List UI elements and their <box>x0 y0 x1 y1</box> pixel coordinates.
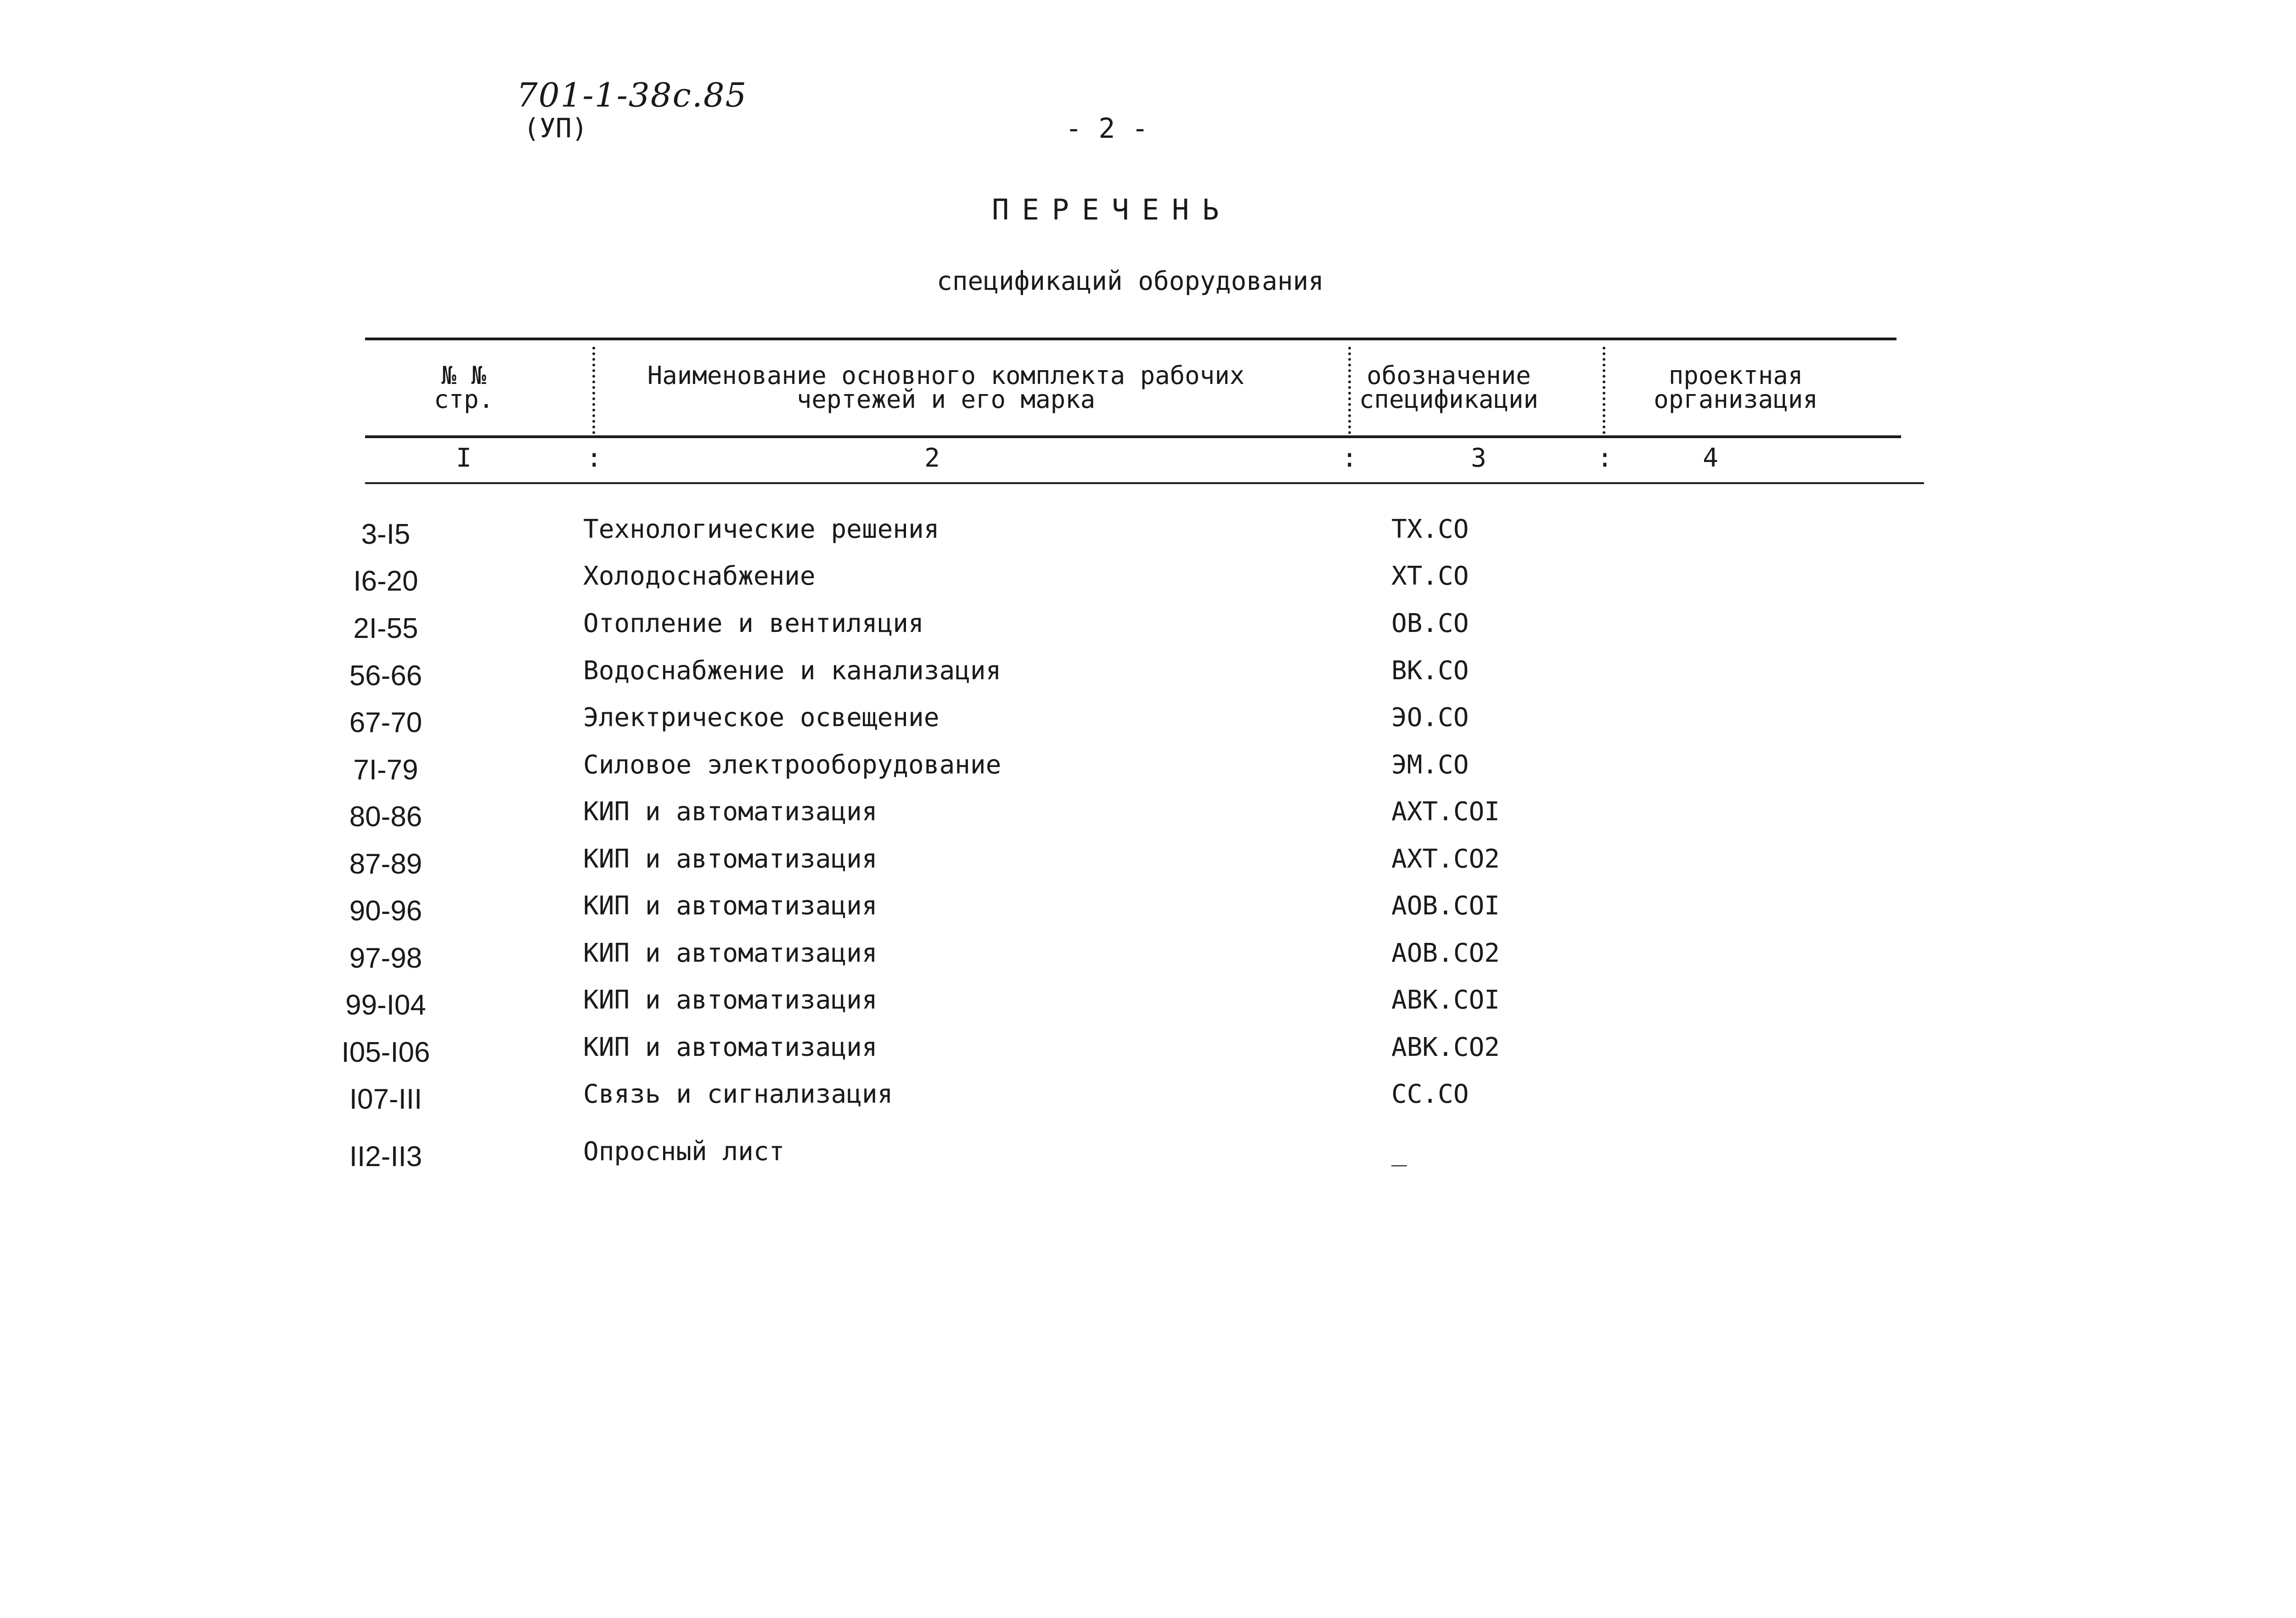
row-name: Силовое электрооборудование <box>583 750 1002 780</box>
row-code: АВК.СОI <box>1391 985 1500 1015</box>
row-pages: I6-20 <box>353 565 418 597</box>
row-code: ЭМ.СО <box>1391 750 1469 780</box>
row-pages: I07-III <box>349 1083 422 1115</box>
column-number-4: 4 <box>1703 443 1718 473</box>
row-pages: 87-89 <box>349 848 422 880</box>
row-code: АХТ.СОI <box>1391 797 1500 827</box>
column-number-2: 2 <box>924 443 940 473</box>
table-row <box>0 703 2296 739</box>
table-row <box>0 797 2296 834</box>
column-header-name: Наименование основного комплекта рабочих чертежей и его марка <box>647 361 1245 414</box>
table-top-rule <box>365 338 1896 340</box>
row-name: КИП и автоматизация <box>583 844 878 874</box>
table-row <box>0 985 2296 1022</box>
row-code: ХТ.СО <box>1391 561 1469 591</box>
table-row <box>0 1137 2296 1173</box>
row-name: КИП и автоматизация <box>583 1032 878 1062</box>
column-number-3: 3 <box>1471 443 1486 473</box>
row-code: СС.СО <box>1391 1079 1469 1109</box>
column-separator <box>1603 347 1605 434</box>
table-row <box>0 750 2296 787</box>
table-row <box>0 514 2296 551</box>
row-name: Отопление и вентиляция <box>583 609 924 638</box>
row-name: Электрическое освещение <box>583 703 940 733</box>
row-code: АХТ.СО2 <box>1391 844 1500 874</box>
row-pages: 3-I5 <box>361 519 411 550</box>
document-code: 701-1-38с.85 <box>517 76 748 114</box>
column-number-1: I <box>456 443 472 473</box>
column-number-separator: : <box>1342 443 1357 473</box>
table-row <box>0 844 2296 881</box>
row-pages: 97-98 <box>349 942 422 974</box>
column-header-pages: № № стр. <box>433 361 494 414</box>
row-pages: 99-I04 <box>345 989 426 1021</box>
document-mark: (УП) <box>523 113 588 144</box>
row-pages: 90-96 <box>349 895 422 927</box>
page-subtitle: спецификаций оборудования <box>937 266 1324 296</box>
row-code: ЭО.СО <box>1391 703 1469 733</box>
page-title: ПЕРЕЧЕНЬ <box>992 193 1232 226</box>
row-code: ТХ.СО <box>1391 514 1469 544</box>
row-pages: 7I-79 <box>353 754 418 786</box>
column-number-separator: : <box>586 443 602 473</box>
column-header-organization: проектная организация <box>1654 361 1818 414</box>
row-code: ОВ.СО <box>1391 609 1469 638</box>
table-row <box>0 561 2296 598</box>
row-name: Холодоснабжение <box>583 561 816 591</box>
table-row <box>0 1032 2296 1069</box>
row-pages: 67-70 <box>349 707 422 739</box>
row-pages: II2-II3 <box>349 1141 422 1173</box>
row-name: КИП и автоматизация <box>583 938 878 968</box>
row-name: Технологические решения <box>583 514 940 544</box>
row-code: АОВ.СО2 <box>1391 938 1500 968</box>
table-numbering-rule <box>365 482 1924 484</box>
row-code: АОВ.СОI <box>1391 891 1500 921</box>
row-name: Связь и сигнализация <box>583 1079 893 1109</box>
table-row <box>0 891 2296 928</box>
row-pages: 2I-55 <box>353 613 418 644</box>
row-pages: 80-86 <box>349 801 422 833</box>
page-number: - 2 - <box>1065 113 1148 145</box>
row-code: АВК.СО2 <box>1391 1032 1500 1062</box>
row-code: _ <box>1391 1137 1407 1167</box>
row-name: Водоснабжение и канализация <box>583 656 1002 686</box>
table-row <box>0 1079 2296 1116</box>
row-pages: I05-I06 <box>341 1037 430 1068</box>
row-name: КИП и автоматизация <box>583 797 878 827</box>
row-pages: 56-66 <box>349 660 422 692</box>
row-name: Опросный лист <box>583 1137 785 1167</box>
table-row <box>0 609 2296 645</box>
row-code: ВК.СО <box>1391 656 1469 686</box>
table-row <box>0 938 2296 975</box>
column-separator <box>592 347 595 434</box>
column-number-separator: : <box>1597 443 1613 473</box>
row-name: КИП и автоматизация <box>583 985 878 1015</box>
column-header-code: обозначение спецификации <box>1359 361 1539 414</box>
row-name: КИП и автоматизация <box>583 891 878 921</box>
table-row <box>0 656 2296 693</box>
table-header-rule <box>365 435 1901 438</box>
